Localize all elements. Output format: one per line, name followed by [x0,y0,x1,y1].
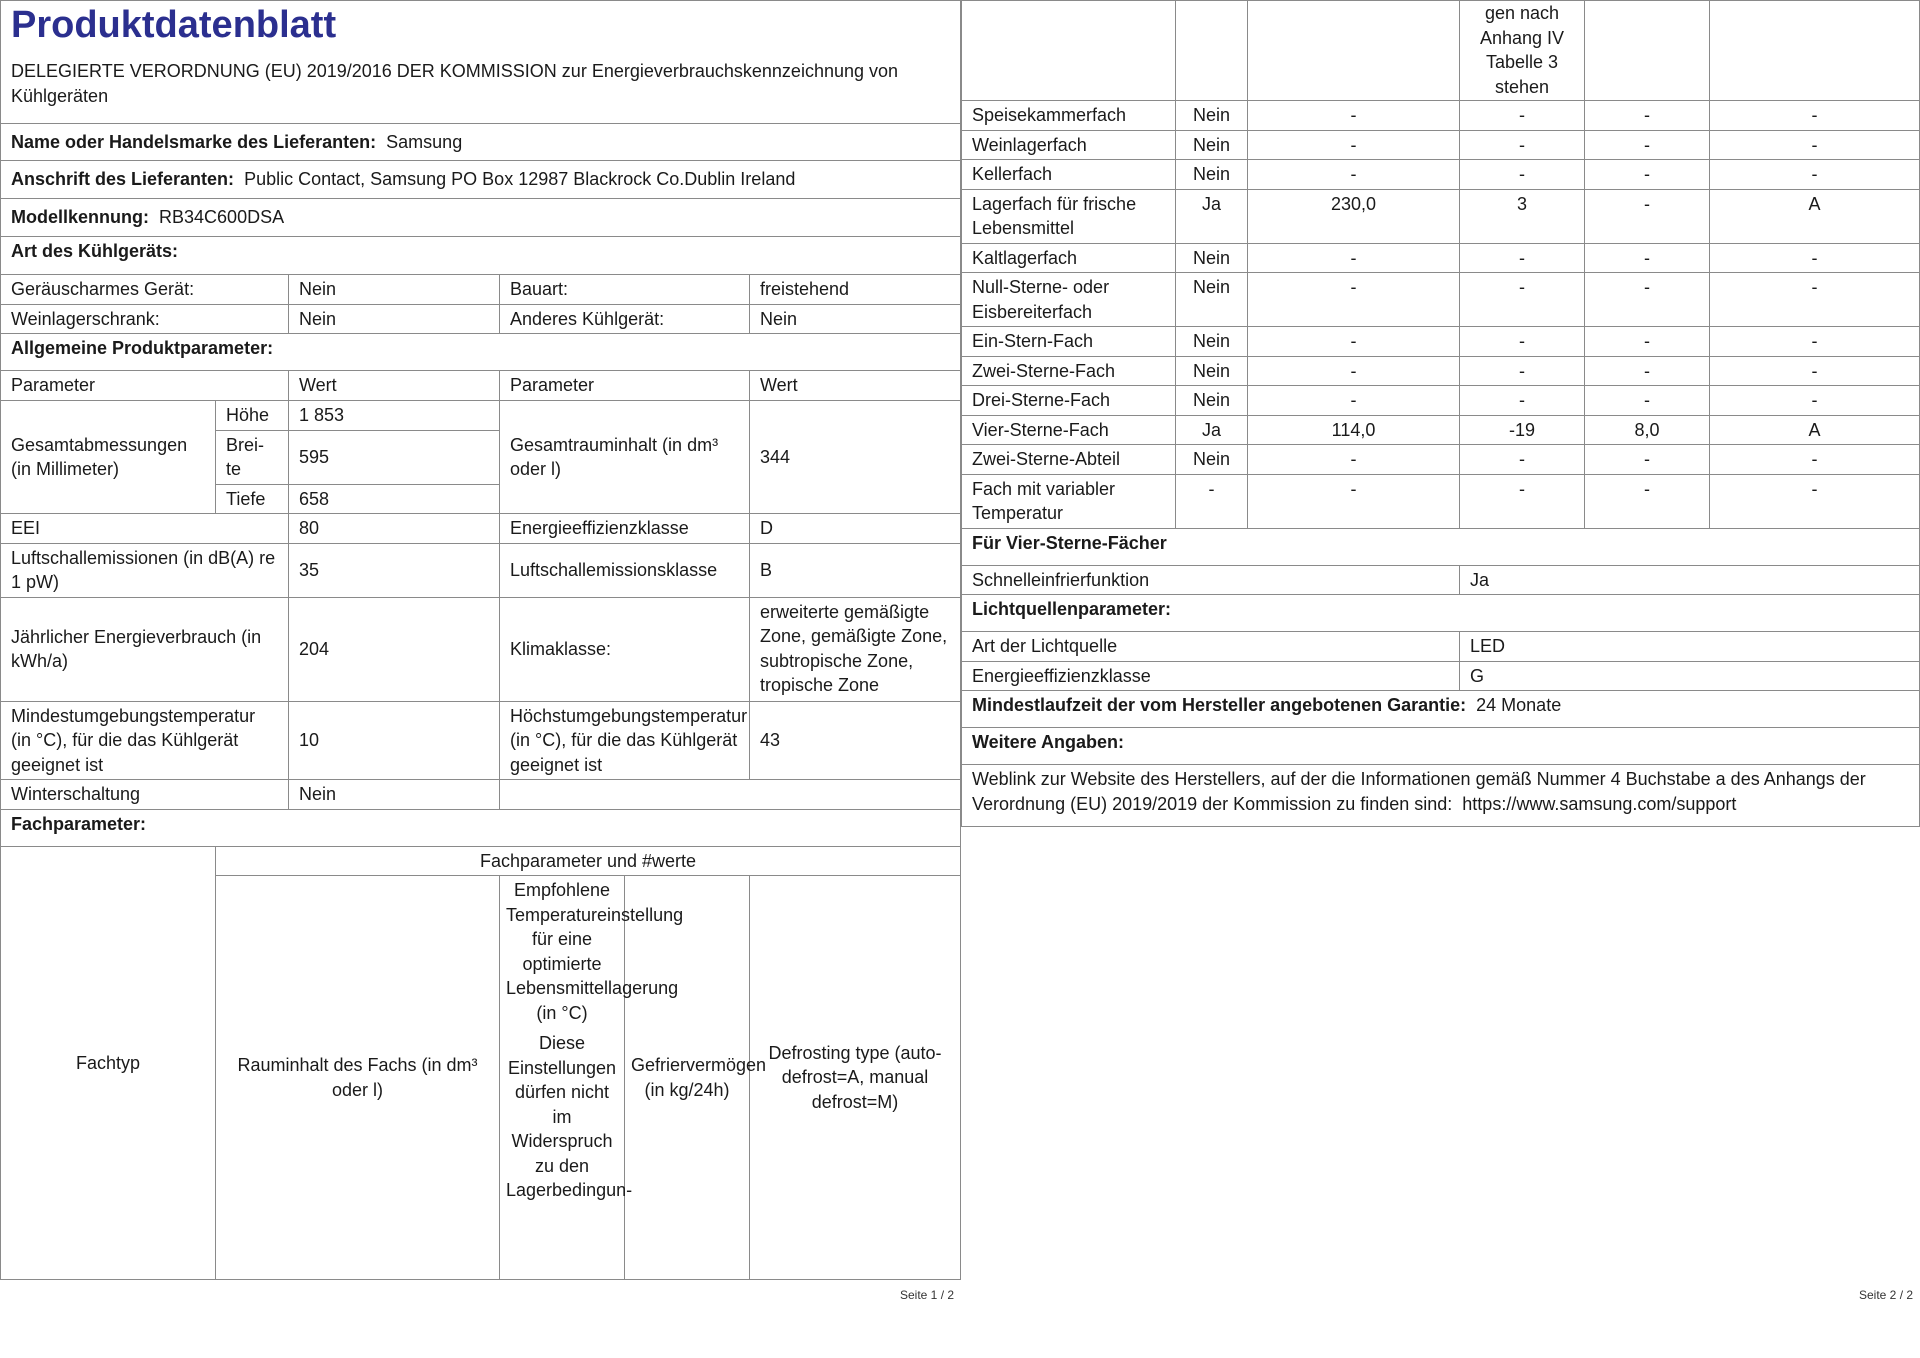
compartment-present: Nein [1176,327,1248,357]
annual-label: Jährlicher Energieverbrauch (in kWh/a) [1,597,289,701]
climate-label: Klimaklasse: [500,597,750,701]
compartment-name: Fach mit variabler Temperatur [962,474,1176,528]
eei-label: EEI [1,514,289,544]
compartment-temp: - [1460,445,1585,475]
cont-cell-3 [1248,1,1460,101]
energy-class-value: D [750,514,961,544]
max-temp-value: 43 [750,701,961,780]
compartment-name: Ein-Stern-Fach [962,327,1176,357]
supplier-name: Samsung [386,131,463,152]
max-temp-label: Höchstumgebungstemperatur (in °C), für die das Kühlgerät geeignet ist [500,701,750,780]
compartment-temp: - [1460,160,1585,190]
compartment-temp: - [1460,273,1585,327]
compartment-freeze: - [1585,101,1710,131]
light-class-value: G [1460,661,1920,691]
other-label: Anderes Kühlgerät: [500,304,750,334]
width-value: 595 [289,430,500,484]
compartment-present: Ja [1176,415,1248,445]
page-2 [961,0,1920,1302]
empty-cell [500,780,961,810]
defrost-col-header: Defrosting type (auto-defrost=A, manual defrost=M) [750,876,961,1280]
compartment-name: Speisekammerfach [962,101,1176,131]
compartment-freeze: - [1585,273,1710,327]
depth-value: 658 [289,484,500,514]
wine-label: Weinlagerschrank: [1,304,289,334]
page-1 [0,0,961,1302]
light-class-label: Energieeffizienzklasse [962,661,1460,691]
compartment-volume: - [1248,474,1460,528]
compartment-present: Nein [1176,243,1248,273]
compartment-freeze: - [1585,160,1710,190]
supplier-name-label: Name oder Handelsmarke des Lieferanten: [11,131,377,152]
volume-value: 344 [750,401,961,514]
product-sheet-table [0,0,961,1280]
supplier-address: Public Contact, Samsung PO Box 12987 Blackrock Co.Dublin Ireland [244,169,796,190]
energy-class-label: Energieeffizienzklasse [500,514,750,544]
compartment-temp: - [1460,243,1585,273]
height-label: Höhe [216,401,289,431]
compartment-defrost: - [1710,474,1920,528]
min-temp-value: 10 [289,701,500,780]
device-type-heading: Art des Kühlgeräts: [1,237,961,275]
compartment-freeze: - [1585,189,1710,243]
compartment-row [962,386,1920,416]
compartment-temp: - [1460,356,1585,386]
compartment-temp: - [1460,130,1585,160]
eei-value: 80 [289,514,500,544]
compartment-row [962,243,1920,273]
compartment-volume: - [1248,356,1460,386]
compartment-temp: 3 [1460,189,1585,243]
compartment-temp: - [1460,101,1585,131]
wine-value: Nein [289,304,500,334]
compartment-volume: - [1248,101,1460,131]
regulation-text: DELEGIERTE VERORDNUNG (EU) 2019/2016 DER KOMMISSION zur Energieverbrauchskennzeichnung von Kühlgeräten [11,61,899,106]
design-label: Bauart: [500,275,750,305]
compartment-temp: - [1460,386,1585,416]
fast-freeze-label: Schnelleinfrierfunktion [962,565,1460,595]
compartment-temp: - [1460,327,1585,357]
temp-col-header [500,876,684,1280]
winter-value: Nein [289,780,500,810]
compartment-row [962,474,1920,528]
cont-cell-5 [1585,1,1710,101]
cont-cell-1 [962,1,1176,101]
col-parameter-2: Parameter [500,371,750,401]
light-type-value: LED [1460,632,1920,662]
compartment-present: Nein [1176,130,1248,160]
temp-col-text: Empfohlene Temperatureinstellung für eine optimierte Lebensmittellagerung (in °C) [506,880,684,1023]
weblink[interactable]: https://www.samsung.com/support [1462,793,1737,814]
comp-values-heading: Fachparameter und #werte [216,846,961,876]
volume-label: Gesamtrauminhalt (in dm³ oder l) [500,401,750,514]
compartment-present: Nein [1176,386,1248,416]
compartment-present: Nein [1176,273,1248,327]
model-label: Modellkennung: [11,207,149,228]
compartment-name: Kaltlagerfach [962,243,1176,273]
compartment-row [962,273,1920,327]
supplier-name-row [1,124,961,161]
cont-cell-6 [1710,1,1920,101]
general-heading: Allgemeine Produktparameter: [1,334,961,371]
depth-label: Tiefe [216,484,289,514]
col-parameter: Parameter [1,371,289,401]
supplier-address-row [1,161,961,199]
compartment-freeze: - [1585,130,1710,160]
compartment-defrost: - [1710,130,1920,160]
compartment-volume: - [1248,160,1460,190]
compartment-volume: - [1248,386,1460,416]
compartment-defrost: A [1710,415,1920,445]
width-label: Brei-te [216,430,289,484]
compartment-defrost: - [1710,101,1920,131]
compartment-volume: 230,0 [1248,189,1460,243]
noise-class-value: B [750,543,961,597]
compartment-name: Zwei-Sterne-Abteil [962,445,1176,475]
temp-col-note: Diese Einstellungen dürfen nicht im Widerspruch zu den Lagerbedingun- [506,1033,633,1200]
freeze-col-header: Gefriervermögen (in kg/24h) [625,876,750,1280]
compartment-freeze: - [1585,474,1710,528]
compartment-defrost: A [1710,189,1920,243]
cont-cell-2 [1176,1,1248,101]
compartment-present: Nein [1176,101,1248,131]
compartment-rows [962,101,1920,529]
noise-class-label: Luftschallemissionsklasse [500,543,750,597]
compartment-row [962,101,1920,131]
compartment-volume: - [1248,243,1460,273]
four-star-heading: Für Vier-Sterne-Fächer [962,528,1920,565]
compartment-row [962,130,1920,160]
warranty-value: 24 Monate [1476,695,1562,715]
page-title: Produktdatenblatt [11,4,337,46]
vol-col-header: Rauminhalt des Fachs (in dm³ oder l) [216,876,500,1280]
supplier-address-label: Anschrift des Lieferanten: [11,169,235,190]
low-noise-value: Nein [289,275,500,305]
min-temp-label: Mindestumgebungstemperatur (in °C), für die das Kühlgerät geeignet ist [1,701,289,780]
winter-label: Winterschaltung [1,780,289,810]
compartment-present: Nein [1176,445,1248,475]
compartment-name: Lagerfach für frische Lebensmittel [962,189,1176,243]
compartment-row [962,160,1920,190]
noise-value: 35 [289,543,500,597]
header-cell [1,1,961,124]
compartment-name: Vier-Sterne-Fach [962,415,1176,445]
compartment-freeze: 8,0 [1585,415,1710,445]
page-1-footer: Seite 1 / 2 [900,1288,955,1302]
compartment-defrost: - [1710,445,1920,475]
compartment-volume: 114,0 [1248,415,1460,445]
compartment-present: Nein [1176,356,1248,386]
compartment-volume: - [1248,327,1460,357]
compartment-temp: -19 [1460,415,1585,445]
compartment-defrost: - [1710,356,1920,386]
comp-heading: Fachparameter: [1,809,961,846]
compartment-name: Kellerfach [962,160,1176,190]
dims-label: Gesamtabmessungen (in Millimeter) [1,401,216,514]
compartment-row [962,445,1920,475]
warranty-row [962,691,1920,728]
compartment-defrost: - [1710,243,1920,273]
compartment-table [961,0,1920,827]
compartment-row [962,356,1920,386]
further-heading: Weitere Angaben: [962,728,1920,765]
page-2-footer: Seite 2 / 2 [1859,1288,1914,1302]
compartment-defrost: - [1710,327,1920,357]
weblink-text: Weblink zur Website des Herstellers, auf der die Informationen gemäß Nummer 4 Buchstabe a des Anhangs der Verordnung (EU) 2019/2019 der Kommission zu finden sind: [972,769,1866,814]
compartment-freeze: - [1585,386,1710,416]
compartment-volume: - [1248,273,1460,327]
compartment-row [962,415,1920,445]
compartment-present: - [1176,474,1248,528]
compartment-volume: - [1248,445,1460,475]
compartment-name: Zwei-Sterne-Fach [962,356,1176,386]
temp-col-continued: gen nach Anhang IV Tabelle 3 stehen [1460,1,1585,101]
compartment-name: Drei-Sterne-Fach [962,386,1176,416]
compartment-defrost: - [1710,273,1920,327]
compartment-freeze: - [1585,327,1710,357]
light-heading: Lichtquellenparameter: [962,595,1920,632]
height-value: 1 853 [289,401,500,431]
other-value: Nein [750,304,961,334]
compartment-defrost: - [1710,386,1920,416]
col-value-2: Wert [750,371,961,401]
climate-value: erweiterte gemäßigte Zone, gemäßigte Zone, subtropische Zone, tropische Zone [750,597,961,701]
light-type-label: Art der Lichtquelle [962,632,1460,662]
compartment-row [962,327,1920,357]
compartment-freeze: - [1585,356,1710,386]
compartment-row [962,189,1920,243]
annual-value: 204 [289,597,500,701]
compartment-defrost: - [1710,160,1920,190]
weblink-row [962,765,1920,827]
compartment-temp: - [1460,474,1585,528]
compartment-name: Null-Sterne- oder Eisbereiterfach [962,273,1176,327]
compartment-present: Ja [1176,189,1248,243]
fachtyp-header: Fachtyp [1,846,216,1280]
compartment-volume: - [1248,130,1460,160]
compartment-freeze: - [1585,243,1710,273]
low-noise-label: Geräuscharmes Gerät: [1,275,289,305]
warranty-label: Mindestlaufzeit der vom Hersteller angebotenen Garantie: [972,695,1467,715]
design-value: freistehend [750,275,961,305]
noise-label: Luftschallemissionen (in dB(A) re 1 pW) [1,543,289,597]
col-value: Wert [289,371,500,401]
fast-freeze-value: Ja [1460,565,1920,595]
compartment-name: Weinlagerfach [962,130,1176,160]
compartment-present: Nein [1176,160,1248,190]
model-row [1,199,961,237]
compartment-freeze: - [1585,445,1710,475]
model-id: RB34C600DSA [159,207,285,228]
